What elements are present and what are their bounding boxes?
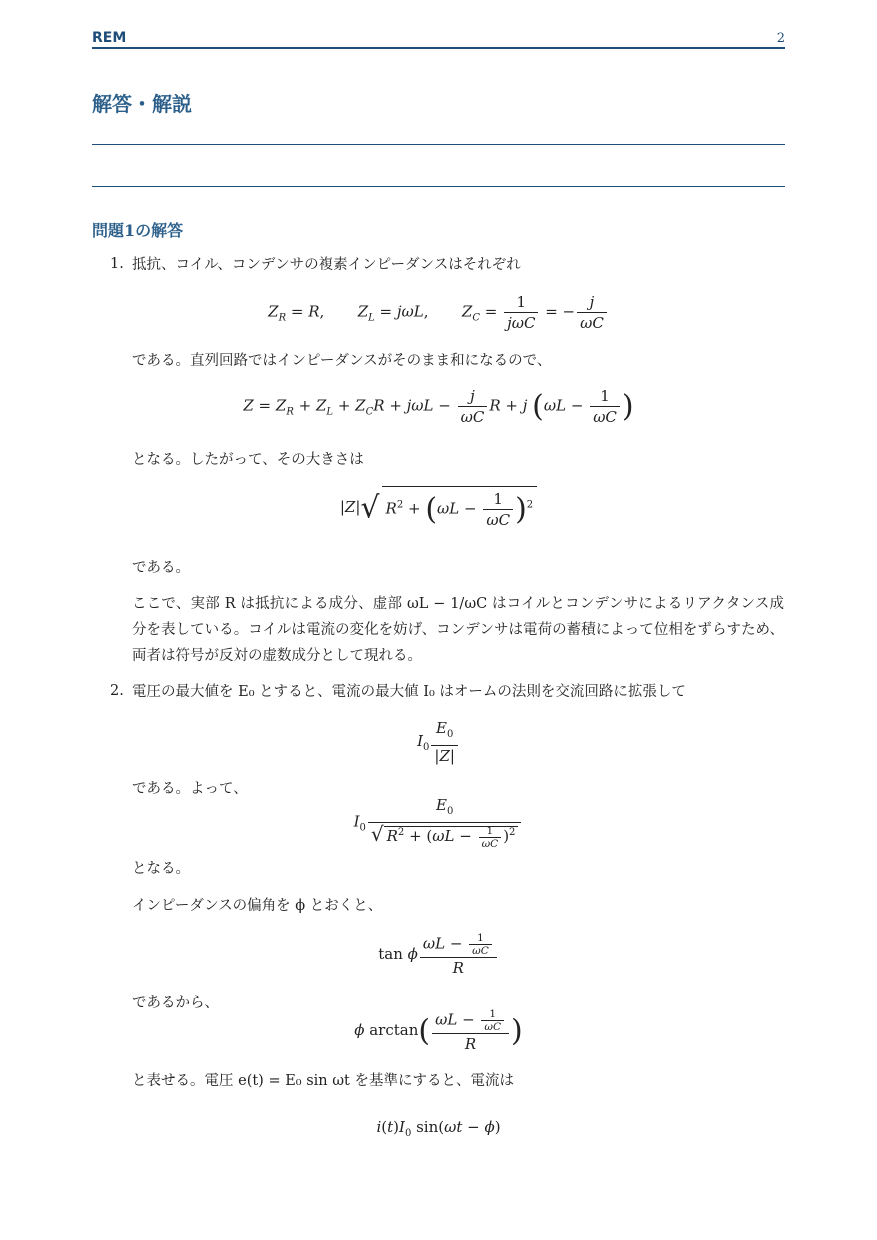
para-hence: であるから、 — [132, 995, 219, 1011]
title-rule-top — [92, 144, 785, 145]
equation-current-expanded: $I_0$ $E_0$ √ $R^2 + (\omega L$ − $\frac{1}{\omega C}$ )$^2$ — [92, 795, 785, 850]
section-heading: 問題1の解答 — [92, 221, 184, 240]
para-end-1: である。 — [132, 560, 190, 576]
para-end-2: となる。 — [132, 861, 190, 877]
equation-total-impedance: $Z = Z_R + Z_L + Z_CR + j\omega L$ − $\frac{j}{\omega C}$ R + j (ωL − $\frac{1}{\omega C}$ ) — [243, 387, 634, 426]
equation-magnitude: |Z|√ $R^2 + (\omega L$ − $\frac{1}{\omega C}$ )$^2$ — [92, 486, 785, 530]
para-series: である。直列回路ではインピーダンスがそのまま和になるので、 — [132, 353, 552, 369]
item1-intro: 抵抗、コイル、コンデンサの複素インピーダンスはそれぞれ — [132, 257, 521, 273]
para-explanation: ここで、実部 R は抵抗による成分、虚部 ωL − 1/ωC はコイルとコンデンサによるリアクタンス成分を表している。コイルは電流の変化を妨げ、コンデンサは電荷の蓄積によって位相をずらすため、両者は符号が反対の虚数成分として現れる。 — [132, 596, 784, 664]
list-number-1: 1. — [110, 256, 124, 272]
header-rule — [92, 47, 785, 49]
title-rule-bottom — [92, 186, 785, 187]
item2-intro: 電圧の最大値を E₀ とすると、電流の最大値 I₀ はオームの法則を交流回路に拡張して — [132, 684, 686, 700]
list-number-2: 2. — [110, 683, 124, 699]
page-number: 2 — [776, 31, 785, 46]
para-phase-angle: インピーダンスの偏角を ϕ とおくと、 — [132, 898, 383, 914]
equation-current-time: $i(t)I_0$ sin(ωt − ϕ) — [376, 1118, 501, 1139]
equation-impedances: $Z_R = R$, $Z_L = j\omega L$, $Z_C$ = $\frac{1}{\text{jωC}}$ = − $\frac{j}{\omega C}$ — [92, 292, 785, 333]
para-therefore: である。よって、 — [132, 781, 248, 797]
equation-arctan: ϕ arctan( ωL − $\frac{1}{\omega C}$ R ) — [354, 1008, 523, 1053]
page-title: 解答・解説 — [92, 92, 192, 116]
equation-current-max: $I_0$ $\frac{E_0}{|Z|}$ — [92, 718, 785, 766]
running-header: REM — [92, 30, 127, 46]
equation-tan-phi: tan ϕ ωL − $\frac{1}{\omega C}$ R — [92, 932, 785, 978]
para-current-intro: と表せる。電圧 e(t) = E₀ sin ωt を基準にすると、電流は — [132, 1073, 514, 1089]
para-magnitude: となる。したがって、その大きさは — [132, 452, 364, 468]
